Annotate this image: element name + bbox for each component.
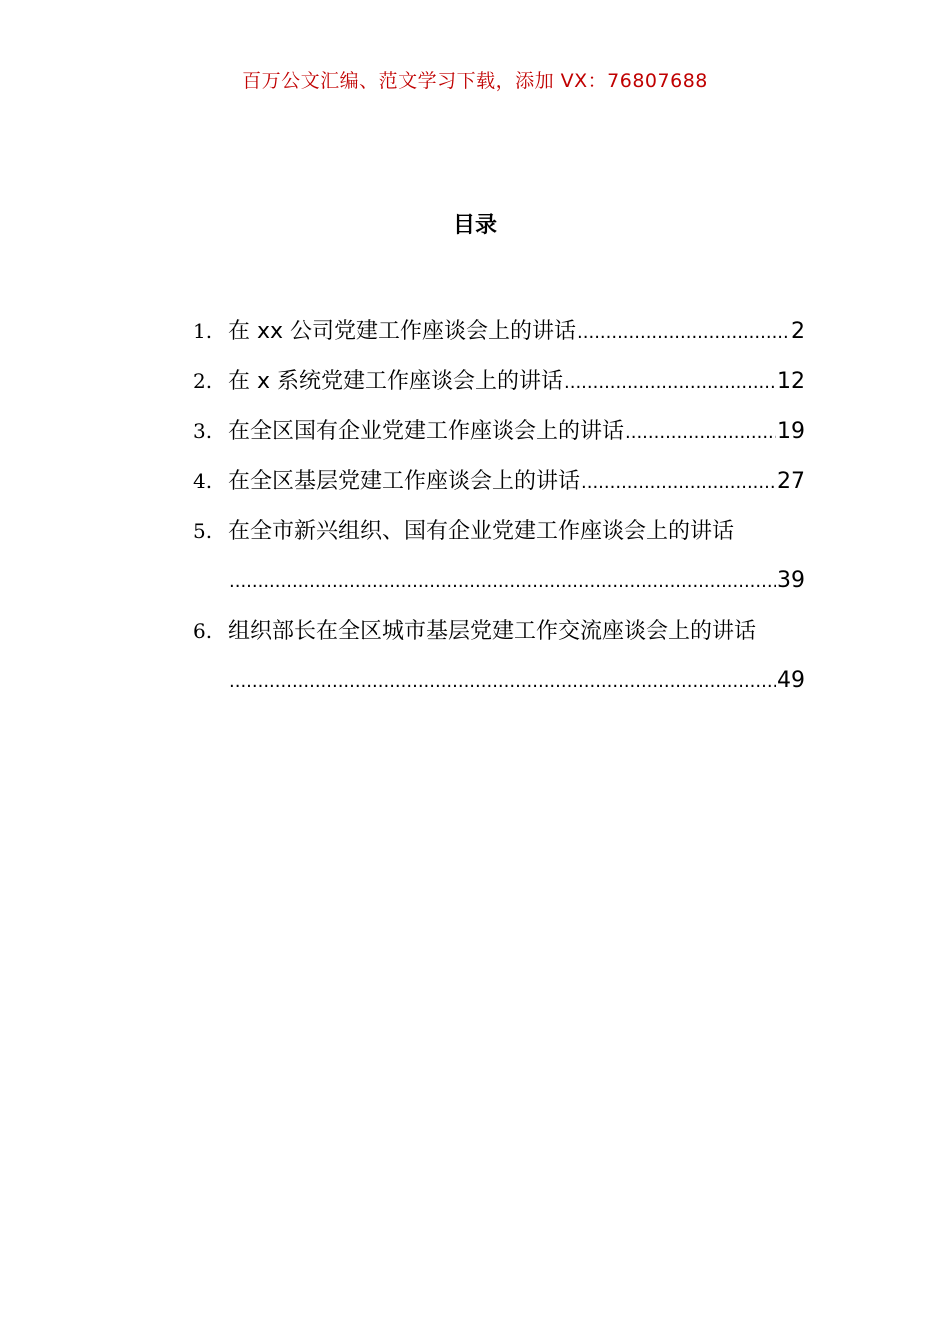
toc-entry-number: 1. — [193, 319, 213, 343]
dot-leader — [577, 308, 790, 358]
toc-entry-1[interactable] — [193, 306, 805, 356]
toc-entry-number: 3. — [193, 419, 213, 443]
toc-entry-number: 2. — [193, 369, 213, 393]
dot-leader — [581, 458, 776, 508]
toc-entry-number: 5. — [193, 519, 213, 543]
toc-entry-number: 6. — [193, 619, 213, 643]
toc-entry-number: 4. — [193, 469, 213, 493]
toc-entry-page: 39 — [777, 568, 805, 593]
toc-entry-page: 19 — [777, 419, 805, 444]
toc-entry-5[interactable] — [193, 506, 805, 606]
toc-title: 目录 — [452, 213, 497, 238]
toc-entry-6[interactable] — [193, 606, 805, 706]
toc-entry-page: 49 — [777, 668, 805, 693]
header-note: 百万公文汇编、范文学习下载，添加 VX：76807688 — [242, 70, 708, 92]
toc-entry-title: 组织部长在全区城市基层党建工作交流座谈会上的讲话 — [228, 619, 757, 644]
dot-leader — [229, 557, 776, 607]
toc-entry-title: 在全市新兴组织、国有企业党建工作座谈会上的讲话 — [228, 519, 735, 544]
toc-entry-page: 2 — [791, 319, 805, 344]
toc-entry-3[interactable] — [193, 406, 805, 456]
toc-entry-title: 在 xx 公司党建工作座谈会上的讲话 — [228, 319, 577, 344]
toc-entry-page: 12 — [777, 369, 805, 394]
toc-entry-4[interactable] — [193, 456, 805, 506]
dot-leader — [625, 408, 776, 458]
dot-leader — [564, 358, 776, 408]
toc-entry-title: 在全区国有企业党建工作座谈会上的讲话 — [228, 419, 625, 444]
dot-leader — [229, 657, 776, 707]
toc-entry-2[interactable] — [193, 356, 805, 406]
toc-entry-title: 在 x 系统党建工作座谈会上的讲话 — [228, 369, 564, 394]
table-of-contents — [193, 306, 805, 706]
toc-entry-page: 27 — [777, 469, 805, 494]
toc-entry-title: 在全区基层党建工作座谈会上的讲话 — [228, 469, 581, 494]
